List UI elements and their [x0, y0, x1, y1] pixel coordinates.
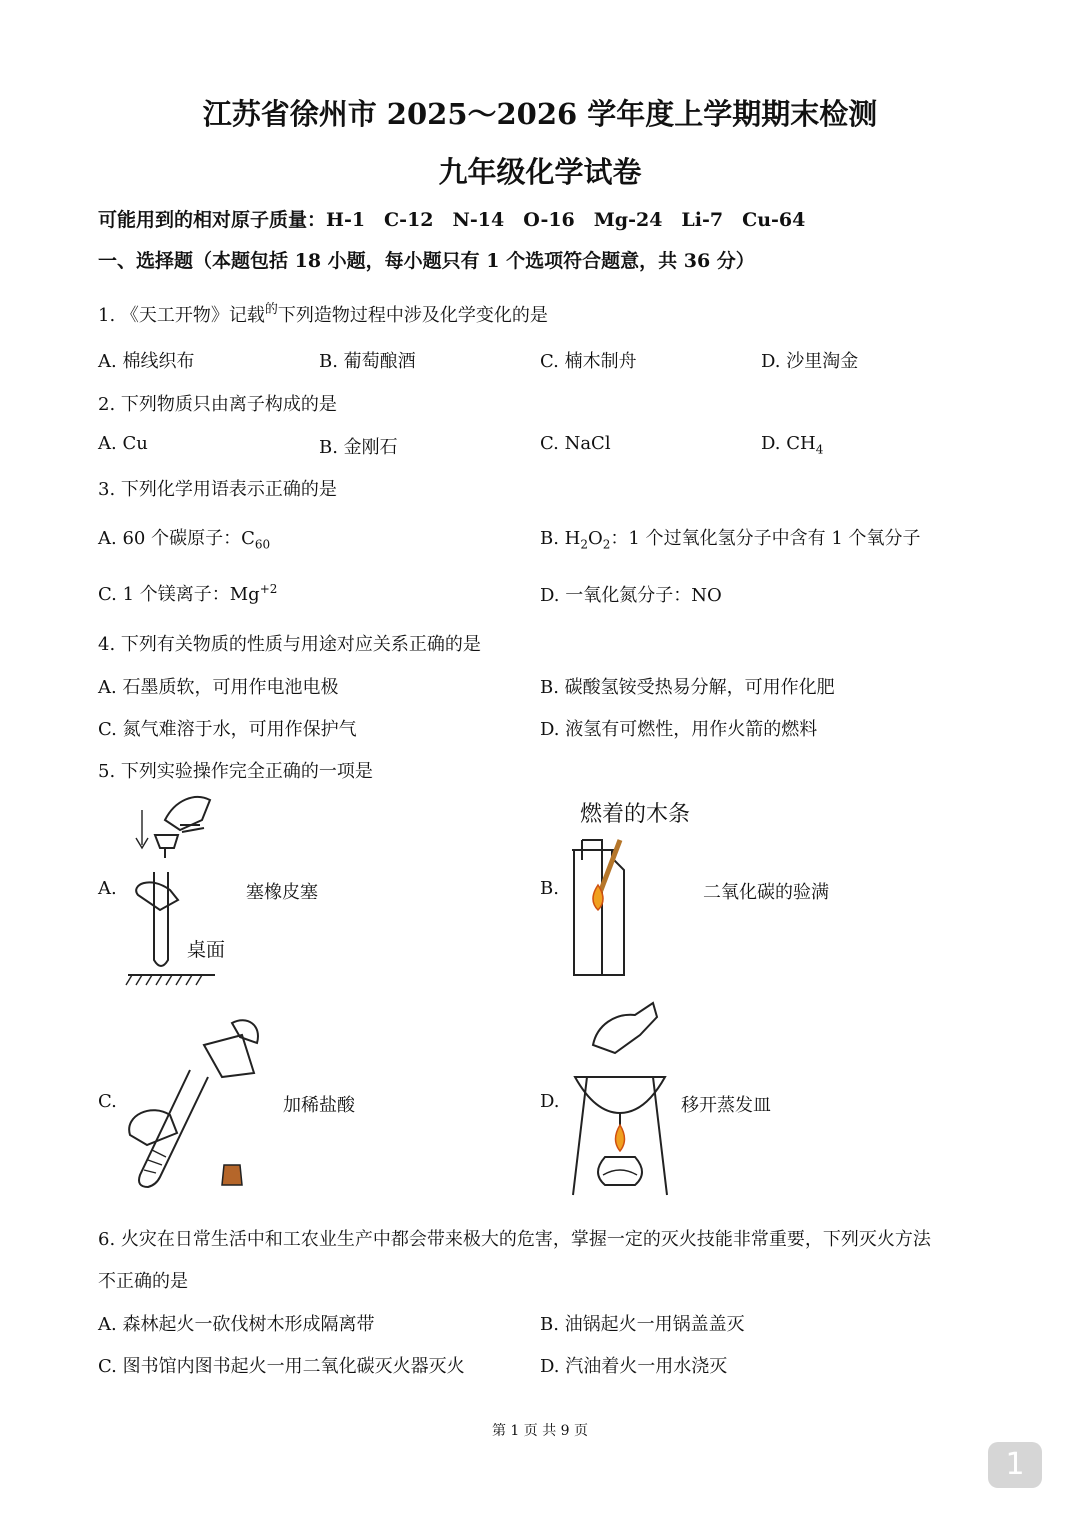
q5-option-a-label: A.: [98, 878, 117, 899]
q3-b-o: O: [588, 528, 603, 549]
q1-stem-part-b: 下列造物过程中涉及化学变化的是: [277, 305, 548, 326]
q1-option-d: D. 沙里淘金: [761, 351, 859, 372]
alcohol-flame-icon: [616, 1125, 625, 1151]
pouring-hand-icon: [232, 1020, 258, 1043]
page-number-badge[interactable]: 1: [988, 1442, 1042, 1488]
q5-option-c-label: C.: [98, 1091, 117, 1112]
question-5-stem: 5. 下列实验操作完全正确的一项是: [98, 761, 373, 782]
tilted-test-tube-icon: [139, 1070, 208, 1187]
q5-b-caption: 二氧化碳的验满: [703, 882, 829, 903]
q4-option-c: C. 氮气难溶于水，可用作保护气: [98, 719, 357, 740]
q3-option-d: D. 一氧化氮分子：NO: [540, 585, 722, 606]
q5-a-caption: 塞橡皮塞: [246, 882, 318, 903]
q3-c-superscript: +2: [259, 582, 278, 596]
q5-b-figure-label: 燃着的木条: [580, 802, 691, 827]
q3-c-text: C. 1 个镁离子：Mg: [98, 584, 260, 605]
stopper-on-table-icon: [222, 1165, 242, 1185]
q5-a-desk-label: 桌面: [187, 939, 226, 961]
q5-option-d-label: D.: [540, 1091, 560, 1112]
evaporating-dish-icon: [575, 1077, 665, 1113]
q3-option-b: [540, 524, 921, 552]
q3-a-subscript: 60: [254, 537, 271, 552]
q1-stem-part-a: 1. 《天工开物》记载: [98, 305, 265, 326]
q1-option-c: C. 楠木制舟: [540, 351, 637, 372]
q5-b-figure: [562, 830, 642, 985]
q3-b-sub2: 2: [602, 537, 611, 552]
q5-d-figure: [565, 995, 675, 1200]
hand-reaching-icon: [593, 1003, 657, 1053]
q1-option-a: A. 棉线织布: [98, 351, 195, 372]
q2-d-subscript: 4: [815, 442, 824, 457]
q2-option-b: B. 金刚石: [319, 437, 398, 458]
q5-c-caption: 加稀盐酸: [283, 1095, 355, 1116]
atomic-masses: 可能用到的相对原子质量：H-1 C-12 N-14 O-16 Mg-24 Li-7 Cu-64: [98, 209, 806, 231]
q3-option-a: [98, 524, 270, 552]
q1-option-b: B. 葡萄酿酒: [319, 351, 416, 372]
question-3-stem: 3. 下列化学用语表示正确的是: [98, 479, 337, 500]
q1-stem-sup: 的: [264, 302, 278, 317]
q6-option-a: A. 森林起火一砍伐树木形成隔离带: [98, 1314, 375, 1335]
question-2-stem: 2. 下列物质只由离子构成的是: [98, 394, 337, 415]
alcohol-lamp-icon: [598, 1157, 642, 1185]
q5-d-caption: 移开蒸发皿: [681, 1095, 771, 1116]
q5-option-b-label: B.: [540, 878, 559, 899]
q3-a-text: A. 60 个碳原子：C: [98, 528, 255, 549]
exam-subtitle: 九年级化学试卷: [438, 155, 642, 189]
q2-option-d: [761, 433, 823, 457]
q6-option-c: C. 图书馆内图书起火一用二氧化碳灭火器灭火: [98, 1356, 465, 1377]
q4-option-b: B. 碳酸氢铵受热易分解，可用作化肥: [540, 677, 835, 698]
down-arrow-icon: [136, 810, 148, 848]
question-4-stem: 4. 下列有关物质的性质与用途对应关系正确的是: [98, 634, 481, 655]
q2-option-a: A. Cu: [98, 433, 148, 454]
q5-c-figure: [122, 1015, 272, 1190]
q3-b-h: B. H: [540, 528, 581, 549]
rubber-stopper-icon: [155, 835, 178, 848]
q3-b-text: ：1 个过氧化氢分子中含有 1 个氧分子: [610, 528, 921, 549]
holding-hand-icon: [136, 882, 178, 910]
q4-option-a: A. 石墨质软，可用作电池电极: [98, 677, 339, 698]
question-6-stem-line2: 不正确的是: [98, 1271, 188, 1292]
q4-option-d: D. 液氢有可燃性，用作火箭的燃料: [540, 719, 818, 740]
page-footer: 第 1 页 共 9 页: [491, 1423, 589, 1439]
reagent-bottle-icon: [204, 1035, 254, 1077]
gas-bottle-icon: [574, 850, 624, 975]
section-heading: 一、选择题（本题包括 18 小题，每小题只有 1 个选项符合题意，共 36 分）: [98, 250, 755, 272]
q3-b-sub1: 2: [580, 537, 589, 552]
q2-d-formula: D. CH: [761, 433, 816, 454]
q6-option-b: B. 油锅起火一用锅盖盖灭: [540, 1314, 745, 1335]
q3-option-c: [98, 580, 277, 606]
q6-option-d: D. 汽油着火一用水浇灭: [540, 1356, 728, 1377]
exam-title: 江苏省徐州市 2025～2026 学年度上学期期末检测: [202, 97, 878, 131]
question-1-stem: [98, 301, 548, 327]
holding-hand-c-icon: [129, 1110, 177, 1145]
question-6-stem-line1: 6. 火灾在日常生活中和工农业生产中都会带来极大的危害，掌握一定的灭火技能非常重要，下列灭火方法: [98, 1229, 931, 1250]
q2-option-c: C. NaCl: [540, 433, 611, 454]
